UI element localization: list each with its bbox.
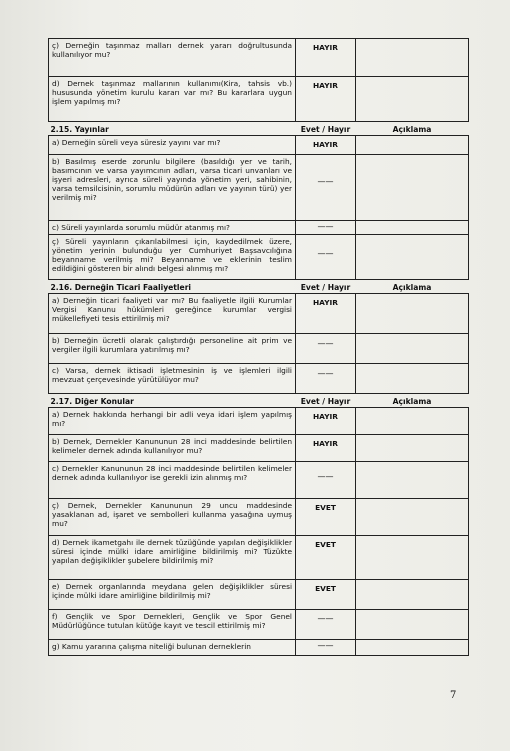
note-cell	[356, 580, 469, 610]
table-row	[49, 235, 469, 280]
note-cell	[356, 408, 469, 435]
answer-value: ——	[296, 155, 356, 221]
table-row	[49, 610, 469, 640]
answer-column-header: Evet / Hayır	[300, 125, 351, 134]
question-text: a) Dernek hakkında herhangi bir adli veya idari işlem yapılmış mı?	[49, 408, 296, 435]
question-text: c) Dernekler Kanununun 28 inci maddesinde belirtilen kelimeler dernek adında kullanılıyor ise gerekli izin alınmış mı?	[49, 462, 296, 499]
form-table	[48, 38, 469, 656]
table-row	[49, 221, 469, 235]
question-text: b) Dernek, Dernekler Kanununun 28 inci maddesinde belirtilen kelimeler dernek adında kullanılıyor mu?	[49, 435, 296, 462]
question-text: f) Gençlik ve Spor Dernekleri, Gençlik ve Spor Genel Müdürlüğünce tutulan kütüğe kayıt ve tescil ettirilmiş mi?	[49, 610, 296, 640]
table-row	[49, 334, 469, 364]
answer-value: EVET	[296, 580, 356, 610]
note-cell	[356, 235, 469, 280]
table-row	[49, 462, 469, 499]
note-cell	[356, 334, 469, 364]
question-text: d) Dernek taşınmaz mallarının kullanımı(Kira, tahsis vb.) hususunda yönetim kurulu kararı var mı? Bu kararlara uygun işlem yapılmış mı?	[49, 77, 296, 122]
note-cell	[356, 77, 469, 122]
question-text: d) Dernek ikametgahı ile dernek tüzüğünde yapılan değişiklikler süresi içinde mülki idare amirliğine bildirilmiş mi? Tüzükte yapılan değişiklikler şubelere bildirilmiş mi?	[49, 536, 296, 580]
answer-column-header: Evet / Hayır	[300, 283, 351, 292]
question-text: ç) Süreli yayınların çıkarılabilmesi için, kaydedilmek üzere, yönetim yerinin bulunduğu yer Cumhuriyet Başsavcılığına beyanname verilmiş mi? Beyanname ve eklerinin teslim edildiğini gösteren bir alındı belgesi alınmış mı?	[49, 235, 296, 280]
note-cell	[356, 462, 469, 499]
note-cell	[356, 435, 469, 462]
section-title: 2.16. Derneğin Ticari Faaliyetleri	[49, 280, 296, 294]
question-text: c) Süreli yayınlarda sorumlu müdür atanmış mı?	[49, 221, 296, 235]
answer-value: HAYIR	[296, 77, 356, 122]
table-row	[49, 435, 469, 462]
table-row	[49, 364, 469, 394]
table-row	[49, 640, 469, 656]
note-cell	[356, 610, 469, 640]
question-text: ç) Dernek, Dernekler Kanununun 29 uncu maddesinde yasaklanan ad, işaret ve sembolleri kullanma yasağına uymuş mu?	[49, 499, 296, 536]
section-header	[49, 394, 469, 408]
answer-value: EVET	[296, 536, 356, 580]
note-cell	[356, 536, 469, 580]
section-header	[49, 280, 469, 294]
answer-value: ——	[296, 334, 356, 364]
note-cell	[356, 39, 469, 77]
answer-value: HAYIR	[296, 294, 356, 334]
section-title: 2.17. Diğer Konular	[49, 394, 296, 408]
note-cell	[356, 364, 469, 394]
question-text: b) Derneğin ücretli olarak çalıştırdığı personeline ait prim ve vergiler ilgili kurumlara yatırılmış mı?	[49, 334, 296, 364]
note-cell	[356, 221, 469, 235]
note-cell	[356, 136, 469, 155]
question-text: g) Kamu yararına çalışma niteliği bulunan derneklerin	[49, 640, 296, 656]
answer-value: HAYIR	[296, 408, 356, 435]
page-number: 7	[450, 690, 457, 701]
note-cell	[356, 499, 469, 536]
answer-value: HAYIR	[296, 136, 356, 155]
answer-value: ——	[296, 235, 356, 280]
question-text: b) Basılmış eserde zorunlu bilgilere (basıldığı yer ve tarih, basımcının ve varsa yayımcının adları, varsa ticari unvanları ve işyeri adresleri, ayrıca süreli yayında yönetim yeri, sahibinin, varsa temsilcisinin, sorumlu müdürün adları ve yayının türü) yer verilmiş mi?	[49, 155, 296, 221]
question-text: e) Dernek organlarında meydana gelen değişiklikler süresi içinde mülki idare amirliğine bildirilmiş mi?	[49, 580, 296, 610]
question-text: ç) Derneğin taşınmaz malları dernek yararı doğrultusunda kullanılıyor mu?	[49, 39, 296, 77]
table-row	[49, 294, 469, 334]
table-row	[49, 580, 469, 610]
question-text: a) Derneğin süreli veya süresiz yayını var mı?	[49, 136, 296, 155]
answer-value: ——	[296, 364, 356, 394]
note-column-header: Açıklama	[392, 283, 432, 292]
question-text: c) Varsa, dernek iktisadi işletmesinin iş ve işlemleri ilgili mevzuat çerçevesinde yürütülüyor mu?	[49, 364, 296, 394]
note-cell	[356, 155, 469, 221]
note-column-header: Açıklama	[392, 125, 432, 134]
answer-value: HAYIR	[296, 435, 356, 462]
note-cell	[356, 640, 469, 656]
table-row	[49, 155, 469, 221]
table-row	[49, 136, 469, 155]
table-row	[49, 536, 469, 580]
table-row	[49, 408, 469, 435]
answer-value: ——	[296, 610, 356, 640]
table-row	[49, 77, 469, 122]
question-text: a) Derneğin ticari faaliyeti var mı? Bu faaliyetle ilgili Kurumlar Vergisi Kanunu hükümleri gereğince kurumlar vergisi mükellefiyeti tesis ettirilmiş mi?	[49, 294, 296, 334]
audit-form	[48, 38, 468, 656]
note-cell	[356, 294, 469, 334]
table-row	[49, 39, 469, 77]
answer-value: EVET	[296, 499, 356, 536]
note-column-header: Açıklama	[392, 397, 432, 406]
table-row	[49, 499, 469, 536]
section-title: 2.15. Yayınlar	[49, 122, 296, 136]
section-header	[49, 122, 469, 136]
answer-value: ——	[296, 462, 356, 499]
answer-value: ——	[296, 221, 356, 235]
answer-value: HAYIR	[296, 39, 356, 77]
answer-column-header: Evet / Hayır	[300, 397, 351, 406]
answer-value: ——	[296, 640, 356, 656]
